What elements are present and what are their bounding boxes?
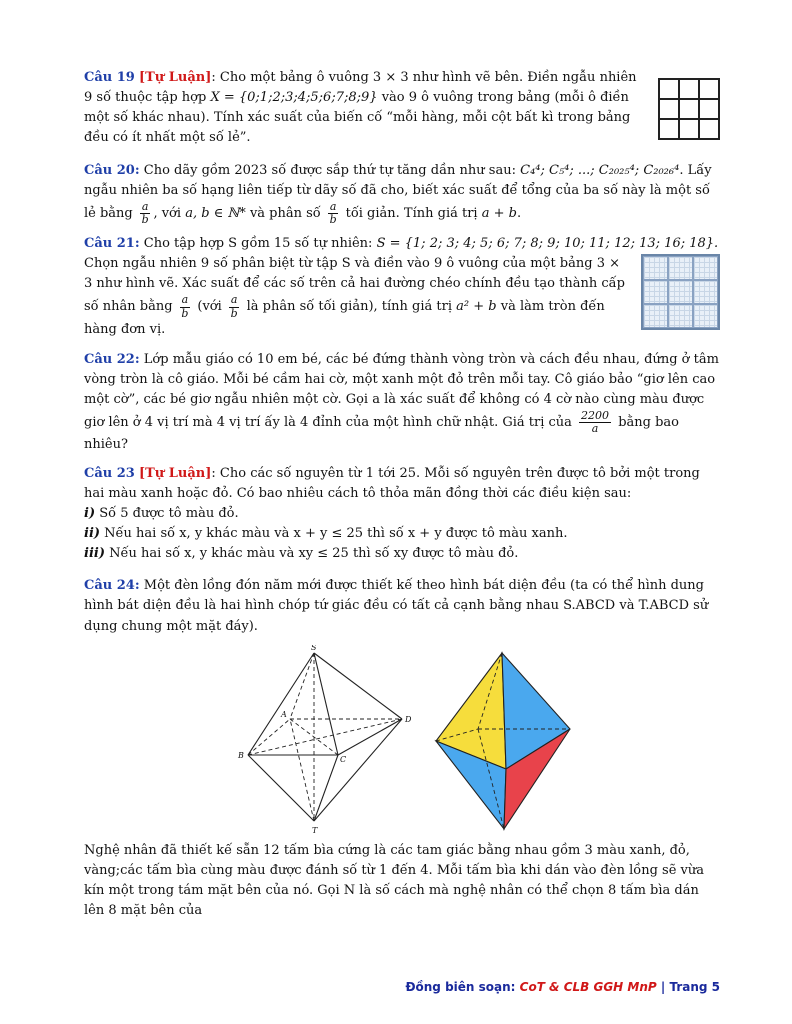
vertex-label-a: A [281, 709, 287, 719]
question-24 [84, 576, 720, 636]
question-text: tối giản. Tính giá trị [345, 205, 478, 221]
punctuation: . [516, 205, 522, 221]
question-text: và phân số [249, 205, 321, 221]
question-text: Một đèn lồng đón năm mới được thiết kế theo hình bát diện đều (ta có thể hình dung hình bát diện đều là hai hình chóp tứ giác đều có tất cả cạnh bằng nhau S.ABCD và T.ABCD sử dụng chung một mặt đáy). [84, 578, 709, 634]
question-label: Câu 20: [84, 162, 140, 178]
question-text: bằng bao nhiêu? [84, 415, 679, 453]
set-expression: X = {0;1;2;3;4;5;6;7;8;9} [210, 90, 378, 106]
question-text: Nghệ nhân đã thiết kế sẵn 12 tấm bìa cứng là các tam giác bằng nhau gồm 3 màu xanh, đỏ, vàng;các tấm bìa cùng màu được đánh số từ 1 đến 4. Mỗi tấm bìa khi dán vào đèn lồng sẽ vừa kín một trong tám mặt bên của nó. Gọi N là số cách mà nghệ nhân có thể chọn 8 tấm bìa dán lên 8 mặt bên của [84, 842, 704, 919]
question-text: và làm tròn đến hàng đơn vị. [84, 299, 605, 337]
footer-separator: | [660, 980, 666, 994]
question-text: là phân số tối giản), tính giá trị [246, 299, 452, 315]
page-footer [0, 978, 720, 997]
fraction: $\frac{a}{b}$ [230, 293, 238, 320]
vertex-label-d: D [405, 714, 412, 724]
condition-item: ii) Nếu hai số x, y khác màu và x + y ≤ 25 thì số x + y được tô màu xanh. [84, 525, 568, 541]
condition-item: i) Số 5 được tô màu đỏ. [84, 505, 239, 521]
question-label: Câu 22: [84, 351, 140, 367]
question-19 [84, 68, 720, 149]
question-23 [84, 464, 720, 565]
fraction: $\frac{2200}{a}$ [581, 409, 610, 436]
question-label: Câu 21: [84, 236, 140, 252]
math-expression: a² + b [456, 299, 497, 315]
condition-item: iii) Nếu hai số x, y khác màu và xy ≤ 25 thì số xy được tô màu đỏ. [84, 546, 519, 562]
math-expression: a + b [481, 205, 517, 221]
vertex-label-s: S [311, 644, 317, 652]
question-label: Câu 19 [84, 70, 135, 85]
question-21 [84, 234, 720, 340]
octahedron-wireframe [234, 645, 414, 835]
question-label: Câu 24: [84, 578, 140, 594]
question-text: Lớp mẫu giáo có 10 em bé, các bé đứng thành vòng tròn và cách đều nhau, đứng ở tâm vòng tròn là cô giáo. Mỗi bé cầm hai cờ, một xanh một đỏ trên mỗi tay. Cô giáo bảo “giơ lên cao một cờ”, các bé giơ ngẫu nhiên một cờ. Gọi a là xác suất để không có 4 cờ nào cùng màu được giơ lên ở 4 vị trí mà 4 vị trí ấy là 4 đỉnh của một hình chữ nhật. Giá trị của [84, 351, 719, 431]
vertex-label-b: B [238, 750, 244, 760]
question-text: vào 9 ô vuông trong bảng (mỗi ô điền một số khác nhau). Tính xác suất của biến cố “mỗi hàng, mỗi cột bất kì trong bảng đều có ít nhất một số lẻ”. [84, 90, 631, 146]
octahedron-colored [434, 645, 574, 835]
fraction: $\frac{a}{b}$ [141, 199, 149, 226]
question-text: Cho dãy gồm 2023 số được sắp thứ tự tăng dần như sau: [143, 162, 516, 178]
vertex-label-c: C [340, 754, 347, 764]
footer-prefix: Đồng biên soạn: [405, 980, 516, 994]
question-text: , với [153, 205, 182, 221]
question-text: : Cho các số nguyên từ 1 tới 25. Mỗi số nguyên trên được tô bởi một trong hai màu xanh hoặc đỏ. Có bao nhiêu cách tô thỏa mãn đồng thời các điều kiện sau: [84, 465, 700, 501]
question-tag: [Tự Luận] [138, 70, 212, 85]
question-text: Chọn ngẫu nhiên 9 số phân biệt từ tập S và điền vào 9 ô vuông của một bảng 3 × 3 như hình vẽ. Xác suất để các số trên cả hai đường chéo chính đều tạo thành cấp số nhân bằng [84, 256, 625, 315]
question-label: Câu 23 [84, 465, 135, 481]
question-22 [84, 350, 720, 456]
page-content [84, 68, 720, 929]
grid-3x3-figure [658, 78, 720, 140]
question-text: Cho tập hợp S gồm 15 số tự nhiên: [143, 236, 373, 252]
footer-page-number: Trang 5 [669, 980, 720, 994]
question-text: : Cho một bảng ô vuông 3 × 3 như hình vẽ bên. Điền ngẫu nhiên 9 số thuộc tập hợp [84, 70, 637, 106]
set-expression: S = {1; 2; 3; 4; 5; 6; 7; 8; 9; 10; 11; 12; 13; 16; 18}. [376, 236, 719, 252]
grid-3x3-figure [641, 254, 720, 330]
footer-brand: CoT & CLB GGH MnP [519, 980, 657, 994]
sequence-expression: C₄⁴; C₅⁴; ...; C₂₀₂₅⁴; C₂₀₂₆⁴ [520, 162, 680, 178]
question-20 [84, 161, 720, 226]
question-tag: [Tự Luận] [138, 465, 212, 481]
question-24-continued [84, 841, 720, 922]
vertex-label-t: T [312, 825, 318, 835]
condition-expression: a, b ∈ ℕ* [185, 205, 246, 221]
question-text: (với [197, 299, 222, 315]
octahedron-figures [84, 645, 720, 835]
question-text: . Lấy ngẫu nhiên ba số hạng liên tiếp từ dãy số đã cho, biết xác suất để tổng của ba số này là một số lẻ bằng [84, 162, 712, 221]
fraction: $\frac{a}{b}$ [181, 293, 189, 320]
fraction: $\frac{a}{b}$ [329, 199, 337, 226]
